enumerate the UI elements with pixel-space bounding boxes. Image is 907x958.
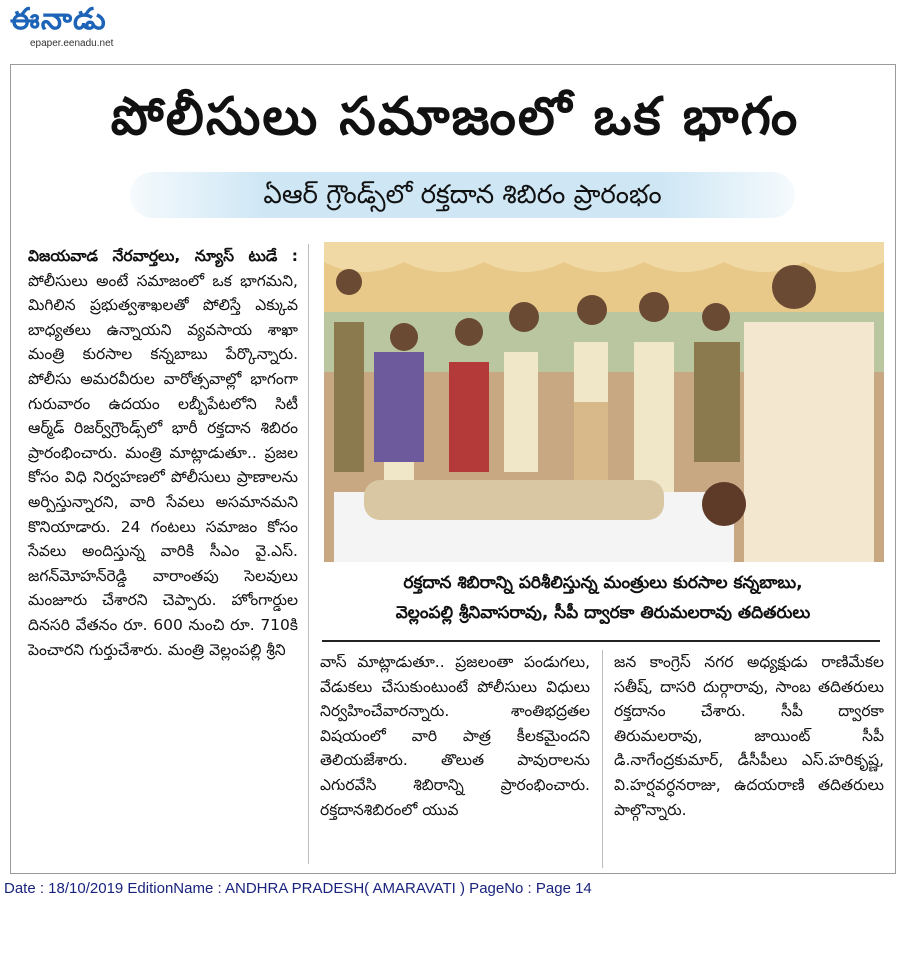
dateline: విజయవాడ నేరవార్తలు, న్యూస్ టుడే : xyxy=(28,247,298,265)
edition-footer: Date : 18/10/2019 EditionName : ANDHRA PRADESH( AMARAVATI ) PageNo : Page 14 xyxy=(4,880,592,897)
article-column-2: వాస్ మాట్లాడుతూ.. ప్రజలంతా పండుగలు, వేడుకలు చేసుకుంటుంటే పోలీసులు విధులు నిర్వహించేవారన్నారు. శాంతిభద్రతల విషయంలో వారి పాత్ర కీలకమైందని తెలియజేశారు. తొలుత పావురాలను ఎగురవేసి శిబిరాన్ని ప్రారంభించారు. రక్తదానశిబిరంలో యువ xyxy=(320,653,590,819)
eenadu-logo[interactable] xyxy=(10,2,140,54)
article-column-1 xyxy=(28,244,298,662)
subheadline: ఏఆర్ గ్రౌండ్స్‌లో రక్తదాన శిబిరం ప్రారంభం xyxy=(263,180,662,210)
column-divider xyxy=(308,244,309,864)
news-photo xyxy=(324,242,884,562)
logo-url: epaper.eenadu.net xyxy=(30,38,114,49)
headline: పోలీసులు సమాజంలో ఒక భాగం xyxy=(110,87,800,147)
logo-wordmark: ఈనాడు xyxy=(10,2,107,37)
article-column-3: జన కాంగ్రెస్ నగర అధ్యక్షుడు రాణిమేకల సతీష్, దాసరి దుర్గారావు, సాంబ తదితరులు రక్తదానం చేశారు. సీపీ ద్వారకా తిరుమలరావు, జాయింట్ సీపీ డి.నాగేంద్రకుమార్, డీసీపీలు ఎస్.హరికృష్ణ, వి.హర్షవర్ధనరాజు, ఉదయరాణి తదితరులు పాల్గొన్నారు. xyxy=(614,653,884,819)
column-1-text: పోలీసులు అంటే సమాజంలో ఒక భాగమని, మిగిలిన ప్రభుత్వశాఖలతో పోలిస్తే ఎక్కువ బాధ్యతలు ఉన్నాయని వ్యవసాయ శాఖా మంత్రి కురసాల కన్నబాబు పేర్కొన్నారు. పోలీసు అమరవీరుల వారోత్సవాల్లో భాగంగా గురువారం ఉదయం లబ్బీపేటలోని సిటీ ఆర్మ్‌డ్ రిజర్వ్‌గ్రౌండ్స్‌లో భారీ రక్తదాన శిబిరం ప్రారంభించారు. మంత్రి మాట్లాడుతూ.. ప్రజల కోసం విధి నిర్వహణలో పోలీసులు ప్రాణాలను అర్పిస్తున్నారని, వారి సేవలు అసమానమని కొనియాడారు. 24 గంటలు సమాజం కోసం సేవలు అందిస్తున్న వారికి సీఎం వై.ఎస్. జగన్‌మోహన్‌రెడ్డి వారాంతపు సెలవులు మంజూరు చేశారని చెప్పారు. హోంగార్డుల దినసరి వేతనం రూ. 600 నుంచి రూ. 710కి పెంచారని గుర్తుచేశారు. మంత్రి వెల్లంపల్లి శ్రీని xyxy=(28,271,298,659)
photo-caption: రక్తదాన శిబిరాన్ని పరిశీలిస్తున్న మంత్రులు కురసాల కన్నబాబు, వెల్లంపల్లి శ్రీనివాసరావు, సీపీ ద్వారకా తిరుమలరావు తదితరులు xyxy=(395,573,811,623)
column-divider xyxy=(602,650,603,868)
caption-rule xyxy=(322,640,880,642)
photo-illustration xyxy=(324,242,884,562)
